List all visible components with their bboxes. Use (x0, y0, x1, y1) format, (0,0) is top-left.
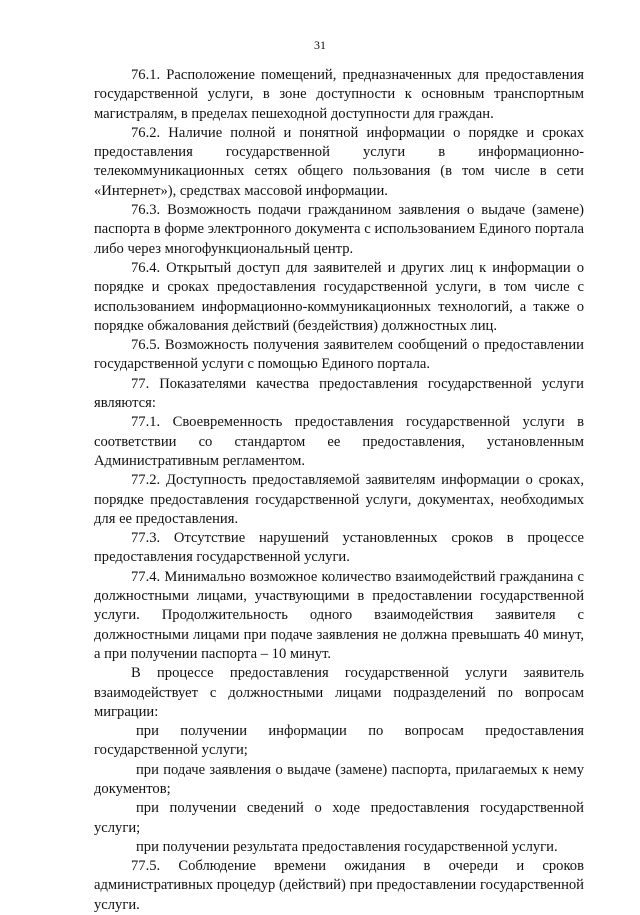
paragraph-77-4: 77.4. Минимально возможное количество взаимодействий гражданина с должностными лицами, участвующими в предоставлении государственной услуги. Продолжительность одного взаимодействия заявителя с должностными лицами при подаче заявления не должна превышать 40 минут, а при получении паспорта – 10 минут. (94, 568, 584, 662)
list-item-progress: при получении сведений о ходе предоставления государственной услуги; (94, 800, 584, 836)
paragraph-76-3: 76.3. Возможность подачи гражданином заявления о выдаче (замене) паспорта в форме электронного документа с использованием Единого портала либо через многофункциональный центр. (94, 202, 584, 257)
paragraph-77-2: 77.2. Доступность предоставляемой заявителям информации о сроках, порядке предоставления государственной услуги, документах, необходимых для ее предоставления. (94, 472, 584, 527)
paragraph-77-5: 77.5. Соблюдение времени ожидания в очереди и сроков административных процедур (действий) при предоставлении государственной услуги. (94, 858, 584, 913)
paragraph-76-5: 76.5. Возможность получения заявителем сообщений о предоставлении государственной услуги с помощью Единого портала. (94, 337, 584, 373)
list-item-info: при получении информации по вопросам предоставления государственной услуги; (94, 723, 584, 759)
list-item-application: при подаче заявления о выдаче (замене) паспорта, прилагаемых к нему документов; (94, 761, 584, 797)
page-number: 31 (314, 38, 326, 52)
paragraph-76-1: 76.1. Расположение помещений, предназначенных для предоставления государственной услуги, в зоне доступности к основным транспортным магистралям, в пределах пешеходной доступности для граждан. (94, 67, 584, 122)
paragraph-interaction-intro: В процессе предоставления государственной услуги заявитель взаимодействует с должностными лицами подразделений по вопросам миграции: (94, 665, 584, 720)
list-item-result: при получении результата предоставления государственной услуги. (136, 838, 558, 855)
paragraph-77-1: 77.1. Своевременность предоставления государственной услуги в соответствии со стандартом ее предоставления, установленным Административным регламентом. (94, 414, 584, 469)
paragraph-77: 77. Показателями качества предоставления государственной услуги являются: (94, 375, 584, 412)
paragraph-76-2: 76.2. Наличие полной и понятной информации о порядке и сроках предоставления государственной услуги в информационно-телекоммуникационных сетях общего пользования (в том числе в сети «Интернет»), средствах массовой информации. (94, 124, 584, 199)
document-body (94, 66, 584, 915)
paragraph-76-4: 76.4. Открытый доступ для заявителей и других лиц к информации о порядке и сроках предоставления государственной услуги, в том числе с использованием информационно-коммуникационных технологий, а также о порядке обжалования действий (бездействия) должностных лиц. (94, 259, 584, 334)
paragraph-77-3: 77.3. Отсутствие нарушений установленных сроков в процессе предоставления государственной услуги. (94, 530, 584, 566)
